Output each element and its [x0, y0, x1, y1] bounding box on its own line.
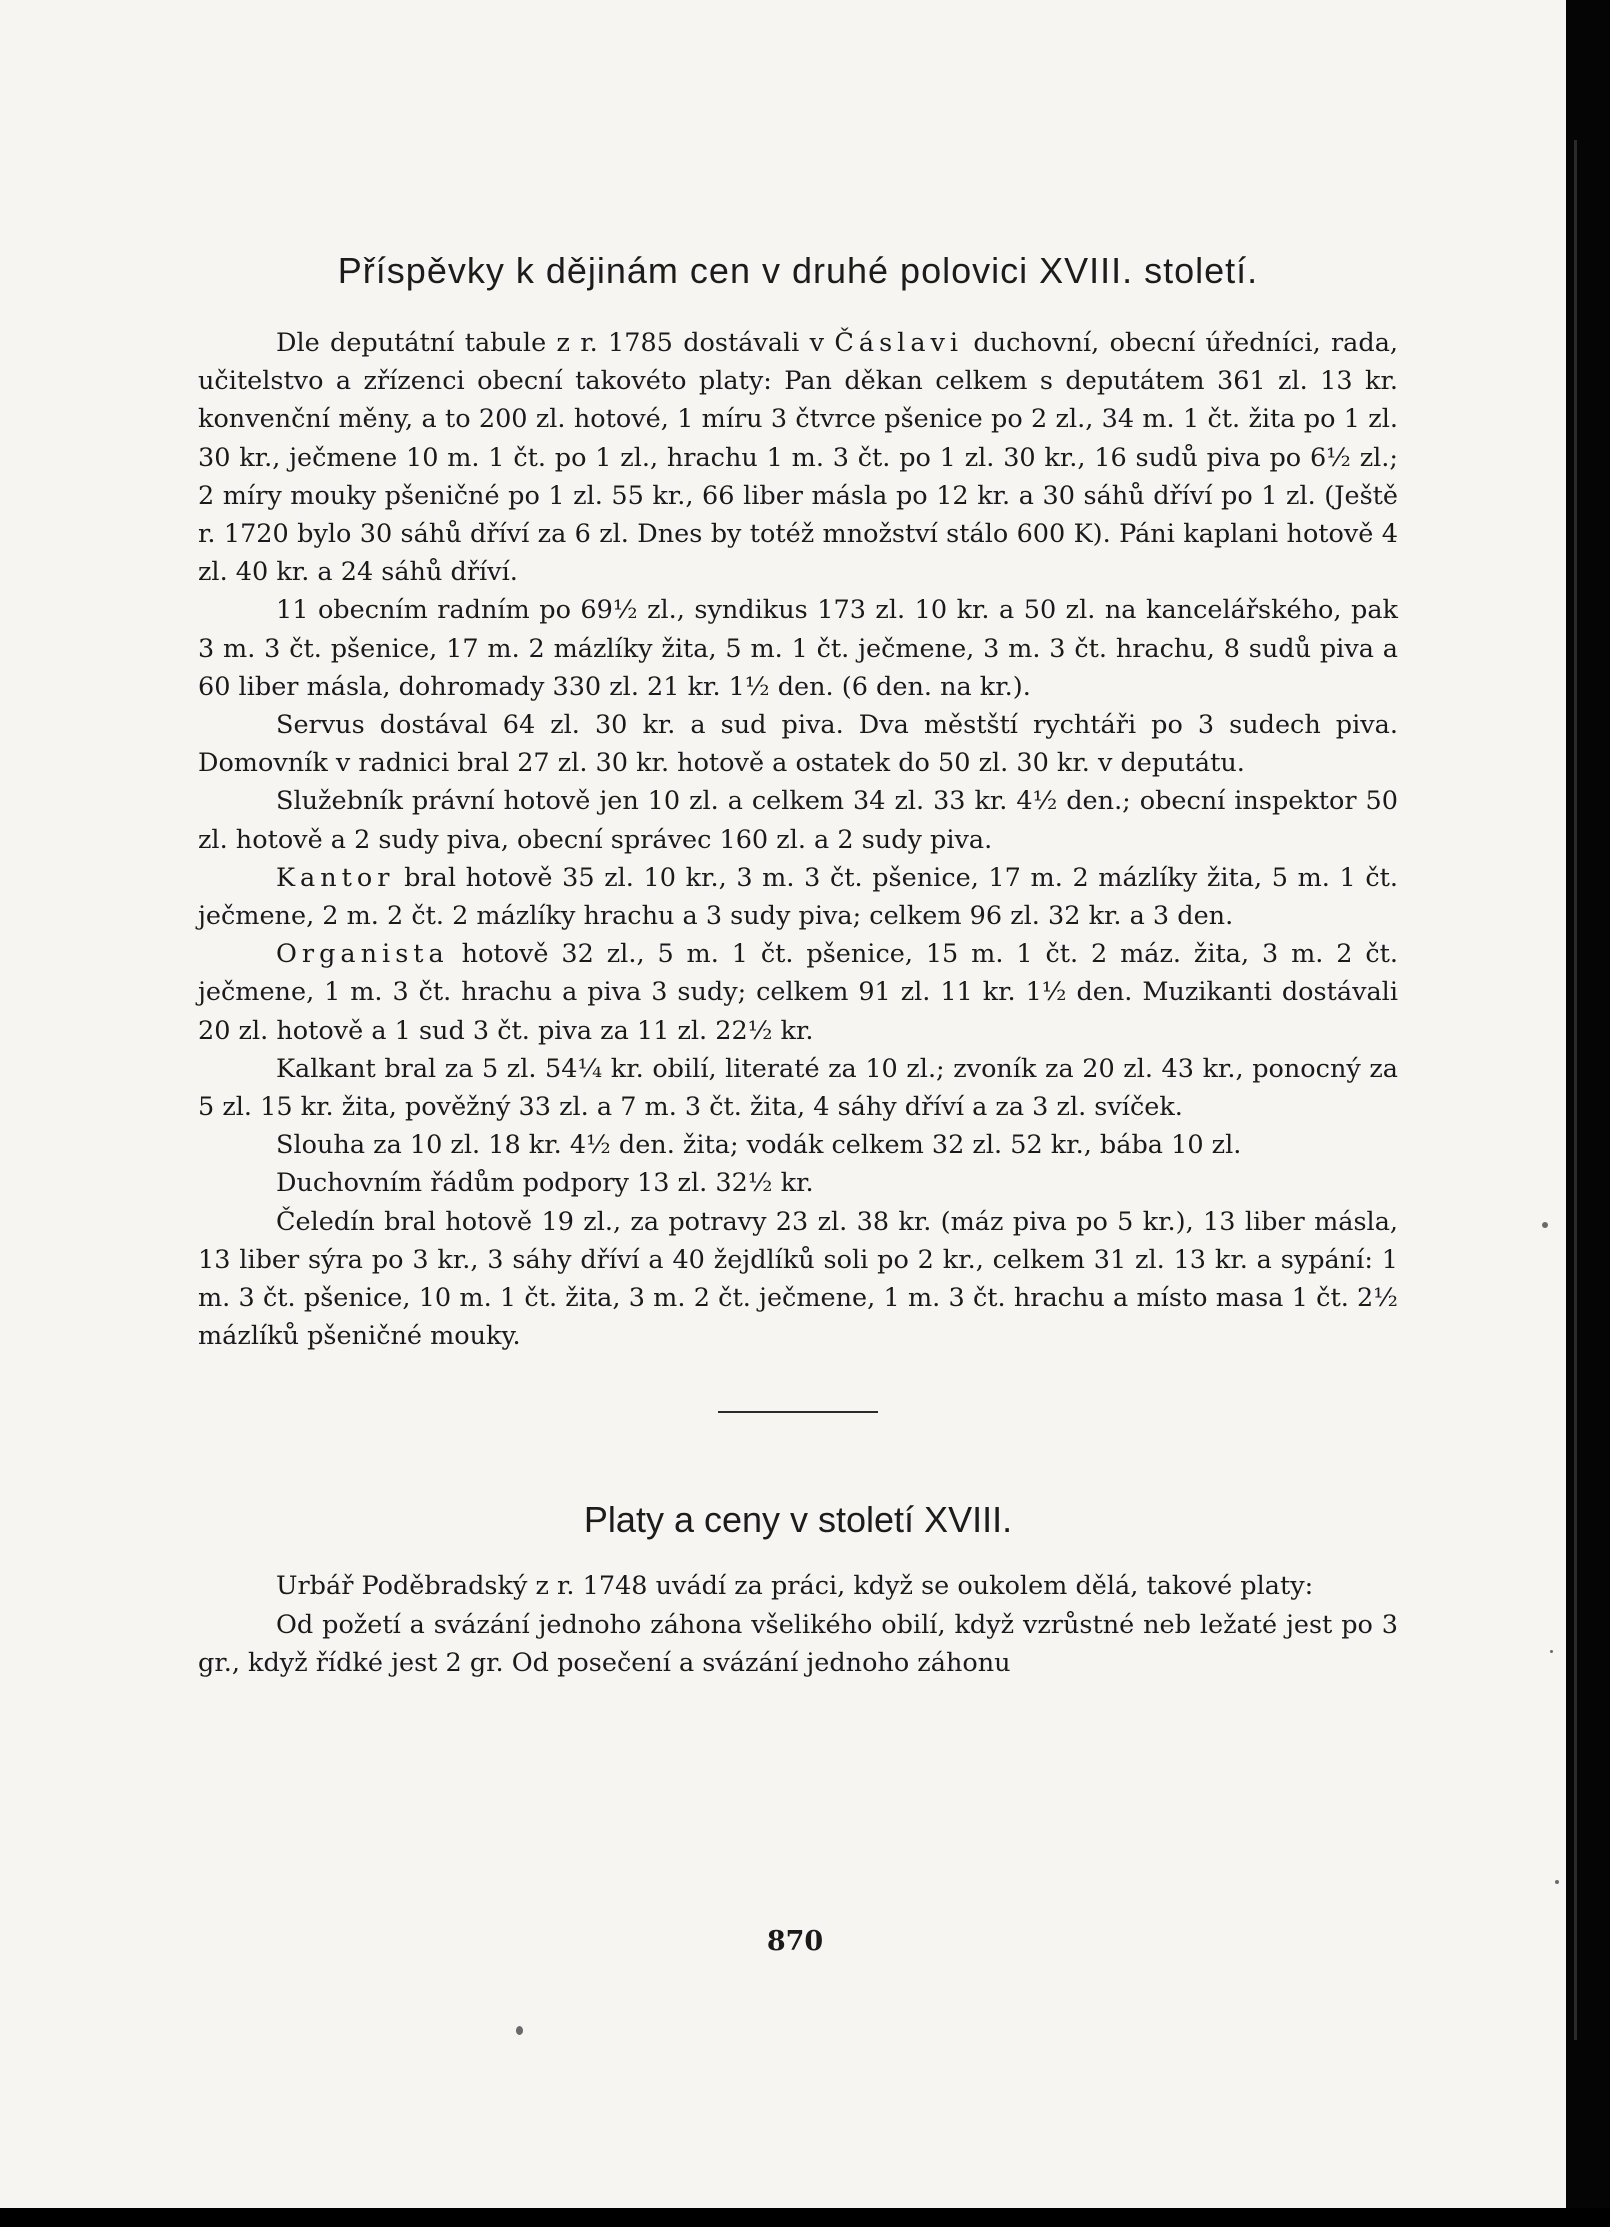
paragraph-text: bral hotově 35 zl. 10 kr., 3 m. 3 čt. pšenice, 17 m. 2 mázlíky žita, 5 m. 1 čt. ječmene, 2 m. 2 čt. 2 mázlíky hrachu a 3 sudy piva; celkem 96 zl. 32 kr. a 3 den. [198, 862, 1398, 932]
speck [1555, 1880, 1559, 1884]
paragraph-text: duchovní, obecní úředníci, rada, učitelstvo a zřízenci obecní takovéto platy: Pan děkan celkem s deputátem 361 zl. 13 kr. konvenční měny, a to 200 zl. hotové, 1 míru 3 čtvrce pšenice po 2 zl., 34 m. 1 čt. žita po 1 zl. 30 kr., ječmene 10 m. 1 čt. po 1 zl., hrachu 1 m. 3 čt. po 1 zl. 30 kr., 16 sudů piva po 6½ zl.; 2 míry mouky pšeničné po 1 zl. 55 kr., 66 liber másla po 12 kr. a 30 sáhů dříví po 1 zl. (Ještě r. 1720 bylo 30 sáhů dříví za 6 zl. Dnes by totéž množství stálo 600 K). Páni kaplani hotově 4 zl. 40 kr. a 24 sáhů dříví. [198, 328, 1398, 588]
paragraph [198, 1050, 1398, 1126]
paragraph [198, 782, 1398, 858]
paragraph [198, 1126, 1398, 1164]
paragraph-text: Dle deputátní tabule z r. 1785 dostávali v [276, 328, 835, 358]
scan-edge [1566, 0, 1610, 2227]
paragraph [198, 1164, 1398, 1202]
spaced-word: Organista [276, 939, 449, 970]
paragraph-text: hotově 32 zl., 5 m. 1 čt. pšenice, 15 m. 1 čt. 2 máz. žita, 3 m. 2 čt. ječmene, 1 m. 3 čt. hrachu a piva 3 sudy; celkem 91 zl. 11 kr. 1½ den. Muzikanti dostávali 20 zl. hotově a 1 sud 3 čt. piva za 11 zl. 22½ kr. [198, 939, 1398, 1046]
paragraph [198, 591, 1398, 706]
paragraph: Od požetí a svázání jednoho záhona všelikého obilí, když vzrůstné neb ležaté jest po 3 gr., když řídké jest 2 gr. Od posečení a svázání jednoho záhonu [198, 1609, 1398, 1678]
page-number: 870 [766, 1926, 824, 1957]
scan-bottom-edge [0, 2208, 1610, 2227]
section-1-body [198, 324, 1398, 1355]
paragraph-text: Čeledín bral hotově 19 zl., za potravy 23 zl. 38 kr. (máz piva po 5 kr.), 13 liber másla, 13 liber sýra po 3 kr., 3 sáhy dříví a 40 žejdlíků soli po 2 kr., celkem 31 zl. 13 kr. a sypání: 1 m. 3 čt. pšenice, 10 m. 1 čt. žita, 3 m. 2 čt. ječmene, 1 m. 3 čt. hrachu a místo masa 1 čt. 2½ mázlíků pšeničné mouky. [198, 1206, 1398, 1352]
speck [516, 2026, 523, 2035]
paragraph [198, 706, 1398, 782]
speck [1550, 1650, 1553, 1653]
section-title-1: Příspěvky k dějinám cen v druhé polovici XVIII. století. [337, 250, 1259, 291]
paragraph: Urbář Poděbradský z r. 1748 uvádí za práci, když se oukolem dělá, takové platy: [276, 1571, 1314, 1602]
section-title-2: Platy a ceny v století XVIII. [583, 1499, 1013, 1541]
paragraph-text: Duchovním řádům podpory 13 zl. 32½ kr. [276, 1168, 814, 1199]
section-divider [718, 1411, 878, 1413]
paragraph [198, 1203, 1398, 1356]
spaced-word: Čáslavi [834, 328, 964, 358]
paragraph-text: Slouha za 10 zl. 18 kr. 4½ den. žita; vodák celkem 32 zl. 52 kr., bába 10 zl. [276, 1130, 1242, 1161]
text-block [198, 250, 1398, 1682]
scan-edge-line [1574, 140, 1577, 2040]
section-2-body [198, 1567, 1398, 1682]
spaced-word: Kantor [276, 862, 395, 893]
paragraph-text: Služebník právní hotově jen 10 zl. a celkem 34 zl. 33 kr. 4½ den.; obecní inspektor 50 zl. hotově a 2 sudy piva, obecní správec 160 zl. a 2 sudy piva. [198, 786, 1398, 855]
paragraph-text: Servus dostával 64 zl. 30 kr. a sud piva. Dva městští rychtáři po 3 sudech piva. Domovník v radnici bral 27 zl. 30 kr. hotově a ostatek do 50 zl. 30 kr. v deputátu. [198, 710, 1398, 779]
paragraph [198, 324, 1398, 591]
speck [1542, 1222, 1548, 1228]
paragraph-text: Kalkant bral za 5 zl. 54¼ kr. obilí, literaté za 10 zl.; zvoník za 20 zl. 43 kr., ponocný za 5 zl. 15 kr. žita, pověžný 33 zl. a 7 m. 3 čt. žita, 4 sáhy dříví a za 3 zl. svíček. [198, 1053, 1398, 1123]
paragraph [198, 859, 1398, 935]
paragraph [198, 935, 1398, 1050]
paragraph-text: 11 obecním radním po 69½ zl., syndikus 173 zl. 10 kr. a 50 zl. na kancelářského, pak 3 m. 3 čt. pšenice, 17 m. 2 mázlíky žita, 5 m. 1 čt. ječmene, 3 m. 3 čt. hrachu, 8 sudů piva a 60 liber másla, dohromady 330 zl. 21 kr. 1½ den. (6 den. na kr.). [198, 595, 1398, 702]
